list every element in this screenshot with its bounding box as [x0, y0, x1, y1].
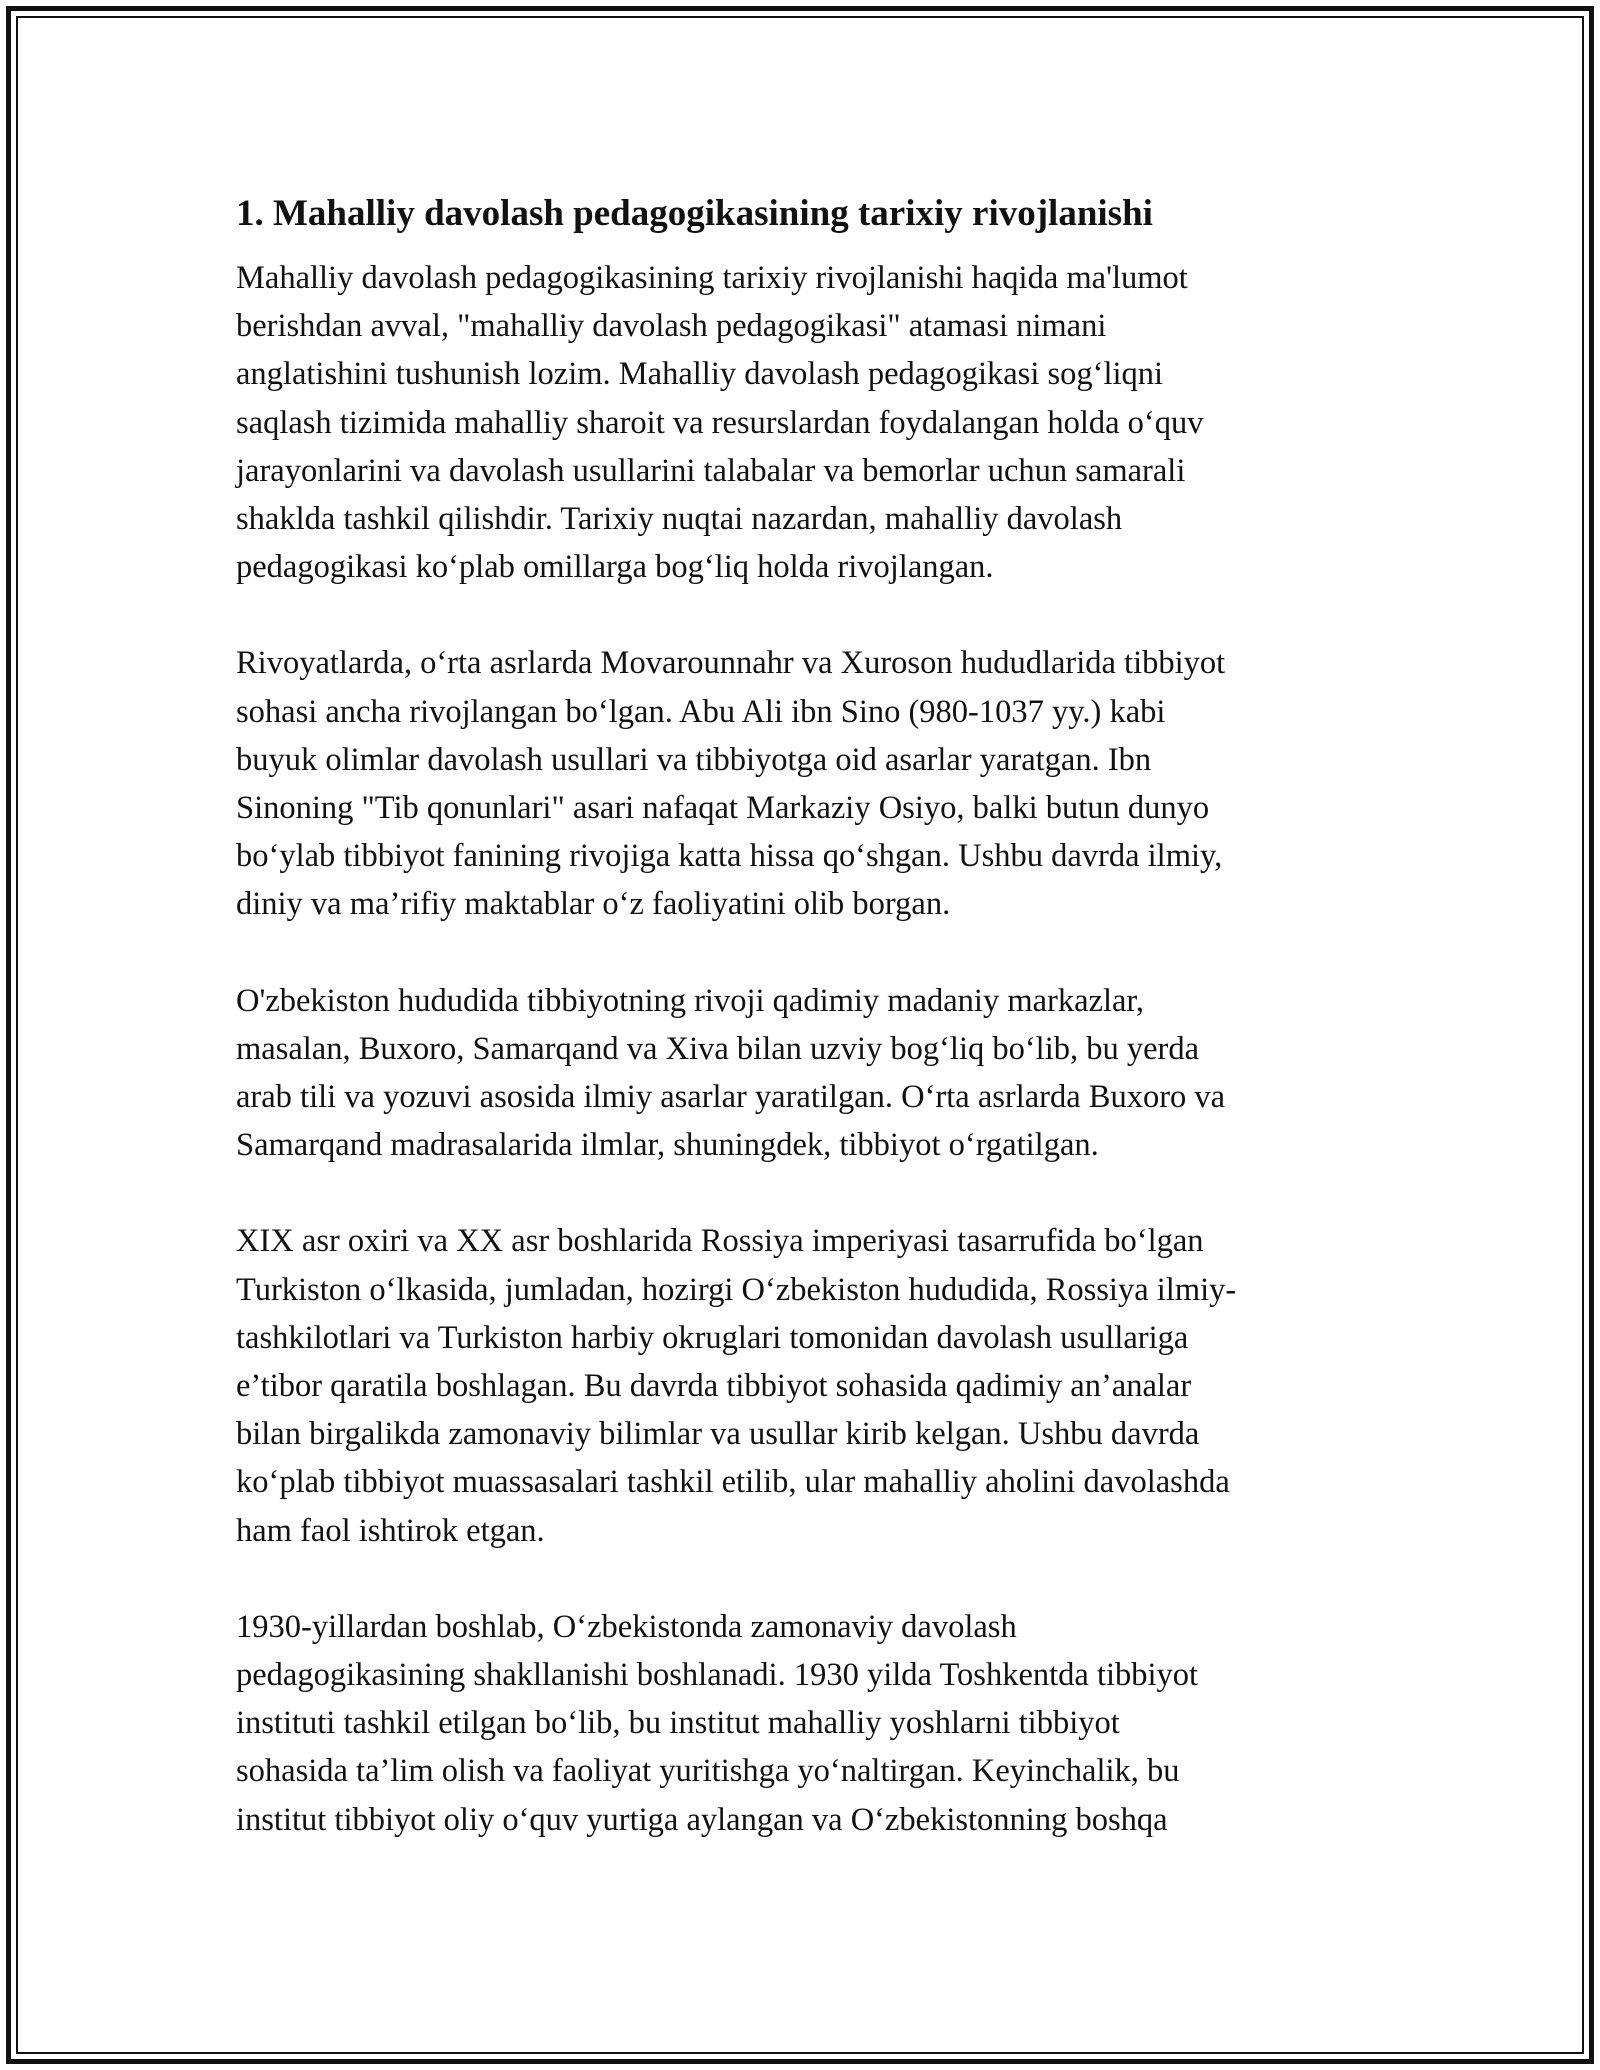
text-line: buyuk olimlar davolash usullari va tibbiyotga oid asarlar yaratgan. Ibn	[236, 741, 1152, 778]
text-line: Rivoyatlarda, o‘rta asrlarda Movarounnahr va Xuroson hududlarida tibbiyot	[236, 645, 1226, 682]
text-line: sohasida ta’lim olish va faoliyat yuritishga yo‘naltirgan. Keyinchalik, bu	[236, 1753, 1180, 1790]
text-line: Samarqand madrasalarida ilmlar, shuningdek, tibbiyot o‘rgatilgan.	[236, 1127, 1099, 1164]
text-line: tashkilotlari va Turkiston harbiy okruglari tomonidan davolash usullariga	[236, 1319, 1189, 1356]
paragraph-1	[236, 254, 1376, 591]
section-heading: 1. Mahalliy davolash pedagogikasining tarixiy rivojlanishi	[236, 193, 1153, 234]
paragraph-2	[236, 639, 1376, 928]
paragraph-3	[236, 977, 1376, 1170]
text-line: masalan, Buxoro, Samarqand va Xiva bilan uzviy bog‘liq bo‘lib, bu yerda	[236, 1030, 1200, 1067]
text-line: ko‘plab tibbiyot muassasalari tashkil etilib, ular mahalliy aholini davolashda	[236, 1464, 1230, 1501]
text-line: O'zbekiston hududida tibbiyotning rivoji qadimiy madaniy markazlar,	[236, 982, 1145, 1019]
text-line: bilan birgalikda zamonaviy bilimlar va usullar kirib kelgan. Ushbu davrda	[236, 1416, 1200, 1453]
paragraph-5	[236, 1603, 1376, 1844]
text-line: Sinoning "Tib qonunlari" asari nafaqat Markaziy Osiyo, balki butun dunyo	[236, 790, 1210, 827]
text-line: bo‘ylab tibbiyot fanining rivojiga katta hissa qo‘shgan. Ushbu davrda ilmiy,	[236, 838, 1223, 875]
text-line: Turkiston o‘lkasida, jumladan, hozirgi O‘zbekiston hududida, Rossiya ilmiy-	[236, 1271, 1237, 1308]
text-line: saqlash tizimida mahalliy sharoit va resurslardan foydalangan holda o‘quv	[236, 404, 1204, 441]
text-line: instituti tashkil etilgan bo‘lib, bu institut mahalliy yoshlarni tibbiyot	[236, 1705, 1120, 1742]
text-line: e’tibor qaratila boshlagan. Bu davrda tibbiyot sohasida qadimiy an’analar	[236, 1368, 1192, 1405]
text-line: Mahalliy davolash pedagogikasining tarixiy rivojlanishi haqida ma'lumot	[236, 260, 1188, 296]
text-line: diniy va ma’rifiy maktablar o‘z faoliyatini olib borgan.	[236, 886, 951, 923]
text-line: XIX asr oxiri va XX asr boshlarida Rossiya imperiyasi tasarrufida bo‘lgan	[236, 1223, 1204, 1260]
text-line: anglatishini tushunish lozim. Mahalliy davolash pedagogikasi sog‘liqni	[236, 356, 1164, 393]
text-line: pedagogikasi ko‘plab omillarga bog‘liq holda rivojlangan.	[236, 549, 994, 586]
text-line: jarayonlarini va davolash usullarini talabalar va bemorlar uchun samarali	[236, 452, 1186, 489]
text-line: berishdan avval, "mahalliy davolash pedagogikasi" atamasi nimani	[236, 308, 1107, 345]
text-line: pedagogikasining shakllanishi boshlanadi. 1930 yilda Toshkentda tibbiyot	[236, 1657, 1199, 1694]
paragraph-4	[236, 1217, 1376, 1554]
document-body	[236, 188, 1376, 1892]
text-line: sohasi ancha rivojlangan bo‘lgan. Abu Ali ibn Sino (980-1037 yy.) kabi	[236, 693, 1166, 730]
text-line: arab tili va yozuvi asosida ilmiy asarlar yaratilgan. O‘rta asrlarda Buxoro va	[236, 1079, 1226, 1116]
text-line: ham faol ishtirok etgan.	[236, 1512, 545, 1549]
text-line: shaklda tashkil qilishdir. Tarixiy nuqtai nazardan, mahalliy davolash	[236, 501, 1123, 538]
text-line: institut tibbiyot oliy o‘quv yurtiga aylangan va O‘zbekistonning boshqa	[236, 1801, 1168, 1838]
text-line: 1930-yillardan boshlab, O‘zbekistonda zamonaviy davolash	[236, 1608, 1017, 1645]
